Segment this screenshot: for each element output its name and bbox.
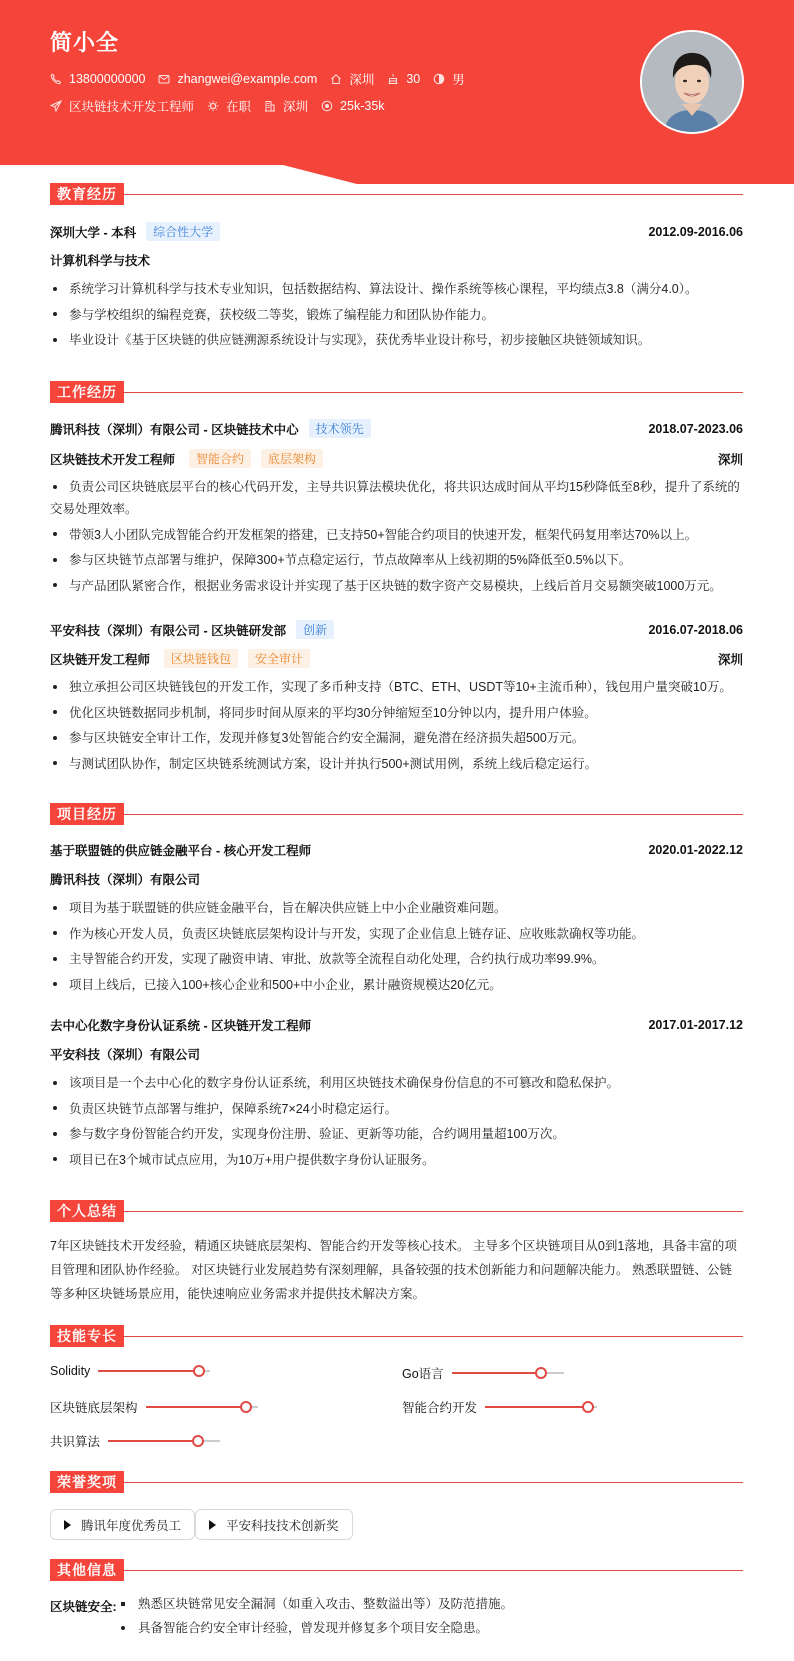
section-awards xyxy=(50,1471,743,1493)
skill-level-bar xyxy=(485,1406,597,1408)
award-name: 平安科技技术创新奖 xyxy=(226,1518,339,1533)
skill-tag: 安全审计 xyxy=(248,649,310,668)
skill-name: 共识算法 xyxy=(50,1435,101,1449)
work-header-2 xyxy=(50,620,743,639)
section-title: 教育经历 xyxy=(50,183,124,205)
skill-level-handle xyxy=(582,1401,594,1413)
section-divider xyxy=(122,194,743,195)
other-info-label: 区块链安全: xyxy=(50,1600,117,1614)
skill-level-bar xyxy=(452,1372,564,1374)
email-item xyxy=(158,72,317,86)
skill-item xyxy=(50,1432,220,1450)
skill-level-handle xyxy=(240,1401,252,1413)
list-item: 项目为基于联盟链的供应链金融平台，旨在解决供应链上中小企业融资难问题。 xyxy=(50,897,743,919)
skill-item xyxy=(50,1398,258,1416)
hometown: 深圳 xyxy=(349,73,375,87)
list-item: 主导智能合约开发，实现了融资申请、审批、放款等全流程自动化处理，合约执行成功率99.9%。 xyxy=(50,948,743,970)
project-company: 平安科技（深圳）有限公司 xyxy=(50,1048,201,1062)
section-title: 工作经历 xyxy=(50,381,124,403)
section-divider xyxy=(122,814,743,815)
school-type-badge: 综合性大学 xyxy=(146,222,220,241)
skill-level-bar xyxy=(108,1440,220,1442)
section-work xyxy=(50,381,743,403)
section-summary xyxy=(50,1200,743,1222)
age: 30 xyxy=(406,72,421,86)
target-city-item xyxy=(264,97,308,115)
list-item: 该项目是一个去中心化的数字身份认证系统，利用区块链技术确保身份信息的不可篡改和隐私保护。 xyxy=(50,1072,743,1094)
salary-item xyxy=(321,99,384,113)
play-icon xyxy=(209,1520,216,1530)
work-bullets-2 xyxy=(50,676,743,778)
list-item: 项目已在3个城市试点应用，为10万+用户提供数字身份认证服务。 xyxy=(50,1149,743,1171)
education-date: 2012.09-2016.06 xyxy=(648,224,743,239)
list-item: 作为核心开发人员，负责区块链底层架构设计与开发，实现了企业信息上链存证、应收账款确权等功能。 xyxy=(50,923,743,945)
major: 计算机科学与技术 xyxy=(50,254,151,268)
phone-icon xyxy=(50,73,62,85)
list-item: 参与区块链节点部署与维护，保障300+节点稳定运行，节点故障率从上线初期的5%降低至0.5%以下。 xyxy=(50,549,743,571)
home-icon xyxy=(330,73,342,85)
section-title: 个人总结 xyxy=(50,1200,124,1222)
section-other xyxy=(50,1559,743,1581)
other-info-list xyxy=(118,1592,513,1640)
company-badge: 创新 xyxy=(296,620,334,639)
play-icon xyxy=(64,1520,71,1530)
send-icon xyxy=(50,100,62,112)
expected-salary: 25k-35k xyxy=(340,99,385,113)
section-title: 项目经历 xyxy=(50,803,124,825)
project-company-1 xyxy=(50,870,743,888)
list-item: 参与区块链安全审计工作，发现并修复3处智能合约安全漏洞，避免潜在经济损失超500万元。 xyxy=(50,727,743,749)
avatar xyxy=(640,30,744,134)
school-name: 深圳大学 - 本科 xyxy=(50,225,137,240)
project-header-1 xyxy=(50,841,743,859)
project-title: 去中心化数字身份认证系统 - 区块链开发工程师 xyxy=(50,1019,312,1033)
mail-icon xyxy=(158,73,170,85)
list-item: 与测试团队协作，制定区块链系统测试方案，设计并执行500+测试用例，系统上线后稳定运行。 xyxy=(50,753,743,775)
list-item: 项目上线后，已接入100+核心企业和500+中小企业，累计融资规模达20亿元。 xyxy=(50,974,743,996)
skill-tag: 智能合约 xyxy=(189,449,251,468)
work-date: 2016.07-2018.06 xyxy=(648,622,743,637)
work-date: 2018.07-2023.06 xyxy=(648,421,743,436)
project-company-2 xyxy=(50,1045,743,1063)
project-bullets-2 xyxy=(50,1072,743,1174)
education-bullets xyxy=(50,278,743,355)
skill-level-handle xyxy=(192,1435,204,1447)
section-divider xyxy=(122,392,743,393)
target-city: 深圳 xyxy=(283,100,309,114)
job-status-item xyxy=(207,97,251,115)
gender-item xyxy=(433,70,465,88)
section-skills xyxy=(50,1325,743,1347)
list-item: 系统学习计算机科学与技术专业知识，包括数据结构、算法设计、操作系统等核心课程，平均绩点3.8（满分4.0）。 xyxy=(50,278,743,300)
list-item: 负责公司区块链底层平台的核心代码开发，主导共识算法模块优化，将共识达成时间从平均15秒降低至8秒，提升了系统的交易处理效率。 xyxy=(50,480,740,516)
skill-item xyxy=(50,1364,210,1378)
award-item xyxy=(195,1509,353,1540)
project-bullets-1 xyxy=(50,897,743,999)
work-bullets-1 xyxy=(50,476,743,600)
target-position-item xyxy=(50,97,194,115)
skill-item xyxy=(402,1398,597,1416)
list-item: 参与数字身份智能合约开发，实现身份注册、验证、更新等功能，合约调用量超100万次。 xyxy=(50,1123,743,1145)
company-name: 平安科技（深圳）有限公司 - 区块链研发部 xyxy=(50,623,287,638)
major-row xyxy=(50,251,743,269)
job-status: 在职 xyxy=(226,100,252,114)
project-title: 基于联盟链的供应链金融平台 - 核心开发工程师 xyxy=(50,844,312,858)
list-item: 优化区块链数据同步机制，将同步时间从原来的平均30分钟缩短至10分钟以内，提升用户体验。 xyxy=(50,702,743,724)
skill-item xyxy=(402,1364,564,1382)
skill-name: 区块链底层架构 xyxy=(50,1401,138,1415)
building-icon xyxy=(264,100,276,112)
work-role-1 xyxy=(50,449,743,468)
contact-info-row xyxy=(50,70,478,88)
skill-tag: 区块链钱包 xyxy=(164,649,238,668)
job-info-row xyxy=(50,97,398,115)
project-company: 腾讯科技（深圳）有限公司 xyxy=(50,873,201,887)
skill-name: 智能合约开发 xyxy=(402,1401,478,1415)
section-divider xyxy=(122,1211,743,1212)
list-item: 具备智能合约安全审计经验，曾发现并修复多个项目安全隐患。 xyxy=(118,1616,513,1640)
hometown-item xyxy=(330,70,374,88)
job-title: 区块链技术开发工程师 xyxy=(50,452,176,467)
list-item: 与产品团队紧密合作，根据业务需求设计并实现了基于区块链的数字资产交易模块，上线后首月交易额突破1000万元。 xyxy=(50,575,743,597)
education-header xyxy=(50,222,743,241)
job-title: 区块链开发工程师 xyxy=(50,652,151,667)
phone-item xyxy=(50,72,145,86)
resume-header xyxy=(0,0,794,184)
section-title: 技能专长 xyxy=(50,1325,124,1347)
project-header-2 xyxy=(50,1016,743,1034)
section-title: 荣誉奖项 xyxy=(50,1471,124,1493)
skill-name: Go语言 xyxy=(402,1367,444,1381)
age-item xyxy=(387,72,420,86)
skill-name: Solidity xyxy=(50,1364,91,1378)
skill-tag: 底层架构 xyxy=(261,449,323,468)
skill-level-bar xyxy=(98,1370,210,1372)
work-city: 深圳 xyxy=(717,452,743,467)
skill-level-handle xyxy=(535,1367,547,1379)
list-item: 熟悉区块链常见安全漏洞（如重入攻击、整数溢出等）及防范措施。 xyxy=(118,1592,513,1616)
gender-icon xyxy=(433,73,445,85)
section-divider xyxy=(122,1336,743,1337)
work-header-1 xyxy=(50,419,743,438)
company-badge: 技术领先 xyxy=(309,419,371,438)
work-city: 深圳 xyxy=(717,652,743,667)
list-item: 参与学校组织的编程竞赛，获校级二等奖，锻炼了编程能力和团队协作能力。 xyxy=(50,304,743,326)
status-icon xyxy=(207,100,219,112)
project-date: 2020.01-2022.12 xyxy=(648,843,743,857)
section-education xyxy=(50,183,743,205)
work-role-2 xyxy=(50,649,743,668)
list-item: 独立承担公司区块链钱包的开发工作，实现了多币种支持（BTC、ETH、USDT等10+主流币种），钱包用户量突破10万。 xyxy=(50,676,743,698)
skill-level-handle xyxy=(193,1365,205,1377)
list-item: 带领3人小团队完成智能合约开发框架的搭建，已支持50+智能合约项目的快速开发，框架代码复用率达70%以上。 xyxy=(50,524,743,546)
gender: 男 xyxy=(452,73,465,87)
list-item: 毕业设计《基于区块链的供应链溯源系统设计与实现》，获优秀毕业设计称号，初步接触区块链领域知识。 xyxy=(50,329,743,351)
target-position: 区块链技术开发工程师 xyxy=(69,100,195,114)
avatar-photo xyxy=(642,32,742,132)
award-name: 腾讯年度优秀员工 xyxy=(81,1518,182,1533)
candidate-name: 简小全 xyxy=(50,30,120,55)
section-projects xyxy=(50,803,743,825)
section-divider xyxy=(122,1482,743,1483)
award-item xyxy=(50,1509,195,1540)
cake-icon xyxy=(387,73,399,85)
project-date: 2017.01-2017.12 xyxy=(648,1018,743,1032)
skill-level-bar xyxy=(146,1406,258,1408)
money-icon xyxy=(321,100,333,112)
section-divider xyxy=(122,1570,743,1571)
summary-text: 7年区块链技术开发经验，精通区块链底层架构、智能合约开发等核心技术。 主导多个区块链项目从0到1落地，具备丰富的项目管理和团队协作经验。 对区块链行业发展趋势有深刻理解，具备较强的技术创新能力和问题解决能力。 熟悉联盟链、公链等多种区块链场景应用，能快速响应业务需求并提供技术解决方案。 xyxy=(50,1239,737,1301)
company-name: 腾讯科技（深圳）有限公司 - 区块链技术中心 xyxy=(50,422,299,437)
phone-number: 13800000000 xyxy=(69,72,146,86)
email-address: zhangwei@example.com xyxy=(177,72,318,86)
section-title: 其他信息 xyxy=(50,1559,124,1581)
list-item: 负责区块链节点部署与维护，保障系统7×24小时稳定运行。 xyxy=(50,1098,743,1120)
